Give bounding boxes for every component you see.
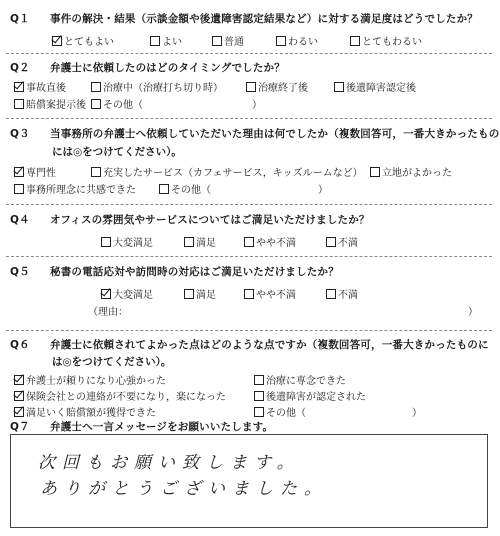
q3-title-line2: には◎をつけてください）。	[52, 146, 182, 158]
checkbox-checked-icon[interactable]	[14, 82, 24, 92]
checkbox-checked-icon[interactable]	[14, 391, 24, 401]
section-divider	[6, 204, 492, 205]
q7-text: 弁護士へ一言メッセージをお願いいたします。	[50, 421, 274, 433]
checkbox-icon[interactable]	[254, 375, 264, 385]
option-label: やや不満	[256, 290, 296, 301]
checkbox-icon[interactable]	[276, 36, 286, 46]
q2-option-5[interactable]	[14, 96, 86, 111]
q4-option-4[interactable]	[326, 234, 358, 249]
checkbox-icon[interactable]	[326, 237, 336, 247]
checkbox-icon[interactable]	[91, 99, 101, 109]
q6-option-5[interactable]	[14, 404, 156, 419]
q3-option-4[interactable]	[14, 181, 136, 196]
q4-option-3[interactable]	[244, 234, 296, 249]
option-label: 満足	[196, 238, 216, 249]
option-label: 治療に専念できた	[266, 376, 346, 387]
q1-option-4[interactable]	[276, 33, 318, 48]
q6-option-3[interactable]	[14, 388, 226, 403]
option-label: 事故直後	[26, 83, 66, 94]
q6-title	[10, 337, 489, 352]
checkbox-icon[interactable]	[254, 391, 264, 401]
q5-option-1[interactable]	[101, 286, 153, 301]
option-label: 後遺障害認定後	[346, 83, 416, 94]
q5-option-4[interactable]	[326, 286, 358, 301]
section-divider	[6, 53, 492, 54]
checkbox-checked-icon[interactable]	[14, 167, 24, 177]
option-label: 保険会社との連絡が不要になり，楽になった	[26, 392, 226, 403]
q2-other-close	[252, 96, 262, 111]
option-label: 弁護士が頼りになり心強かった	[26, 376, 166, 387]
q5-text: 秘書の電話応対や訪問時の対応はご満足いただけましたか？	[50, 266, 339, 278]
q2-option-2[interactable]	[91, 79, 223, 94]
option-label: 賠償案提示後	[26, 100, 86, 111]
checkbox-icon[interactable]	[101, 237, 111, 247]
checkbox-icon[interactable]	[244, 289, 254, 299]
checkbox-checked-icon[interactable]	[101, 289, 111, 299]
q2-option-3[interactable]	[246, 79, 308, 94]
option-label: その他（	[103, 100, 143, 111]
option-label: 不満	[338, 290, 358, 301]
option-label: その他（	[266, 408, 306, 419]
checkbox-icon[interactable]	[246, 82, 256, 92]
checkbox-icon[interactable]	[150, 36, 160, 46]
q3-option-5[interactable]	[159, 181, 211, 196]
option-label: とてもよい	[64, 37, 114, 48]
paren-close: ）	[318, 185, 328, 196]
q1-option-1[interactable]	[52, 33, 114, 48]
checkbox-icon[interactable]	[14, 184, 24, 194]
q5-reason-close	[468, 303, 478, 318]
option-label: 治療終了後	[258, 83, 308, 94]
q1-option-5[interactable]	[350, 33, 422, 48]
q6-number: Q６	[10, 339, 30, 351]
handwritten-message-line2: ありがとうございました。	[40, 479, 328, 499]
checkbox-icon[interactable]	[91, 167, 101, 177]
checkbox-icon[interactable]	[350, 36, 360, 46]
q6-option-6[interactable]	[254, 404, 306, 419]
checkbox-icon[interactable]	[91, 82, 101, 92]
q7-title	[10, 419, 273, 434]
reason-label-text: （理由：	[88, 307, 128, 318]
q3-option-3[interactable]	[370, 164, 452, 179]
checkbox-icon[interactable]	[212, 36, 222, 46]
paren-close: ）	[412, 408, 422, 419]
checkbox-icon[interactable]	[334, 82, 344, 92]
section-divider	[6, 118, 492, 119]
option-label: 立地がよかった	[382, 168, 452, 179]
option-label: 満足	[196, 290, 216, 301]
paren-close: ）	[252, 100, 262, 111]
handwritten-message-line1: 次回もお願い致します。	[38, 453, 301, 473]
option-label: 大変満足	[113, 290, 153, 301]
section-divider	[6, 330, 492, 331]
q7-number: Q７	[10, 421, 30, 433]
q6-title-line2: は◎をつけてください）。	[52, 356, 172, 368]
q6-other-close	[412, 404, 422, 419]
q4-text: オフィスの雰囲気やサービスについてはご満足いただけましたか？	[50, 214, 370, 226]
q2-option-6[interactable]	[91, 96, 143, 111]
option-label: やや不満	[256, 238, 296, 249]
option-label: 後遺障害が認定された	[266, 392, 366, 403]
q6-option-1[interactable]	[14, 372, 166, 387]
q6-option-4[interactable]	[254, 388, 366, 403]
paren-close: ）	[468, 307, 478, 318]
q2-option-4[interactable]	[334, 79, 416, 94]
checkbox-icon[interactable]	[184, 289, 194, 299]
q5-option-3[interactable]	[244, 286, 296, 301]
q5-option-2[interactable]	[184, 286, 216, 301]
option-label: 専門性	[26, 168, 56, 179]
q3-option-1[interactable]	[14, 164, 56, 179]
q2-option-1[interactable]	[14, 79, 66, 94]
q1-option-2[interactable]	[150, 33, 182, 48]
checkbox-icon[interactable]	[159, 184, 169, 194]
checkbox-checked-icon[interactable]	[14, 407, 24, 417]
option-label: 治療中（治療打ち切り時）	[103, 83, 223, 94]
q5-reason-label	[88, 303, 128, 318]
q3-number: Q３	[10, 128, 30, 140]
q3-title	[10, 126, 499, 141]
checkbox-icon[interactable]	[254, 407, 264, 417]
q2-number: Q２	[10, 62, 30, 74]
q3-text: 当事務所の弁護士へ依頼していただいた理由は何でしたか（複数回答可，一番大きかったもの	[50, 128, 500, 140]
q1-title	[10, 11, 478, 26]
checkbox-checked-icon[interactable]	[14, 375, 24, 385]
option-label: よい	[162, 37, 182, 48]
option-label: その他（	[171, 185, 211, 196]
q5-number: Q５	[10, 266, 30, 278]
option-label: 満足いく賠償額が獲得できた	[26, 408, 156, 419]
checkbox-icon[interactable]	[244, 237, 254, 247]
option-label: 普通	[224, 37, 244, 48]
checkbox-icon[interactable]	[326, 289, 336, 299]
checkbox-icon[interactable]	[370, 167, 380, 177]
q6-option-2[interactable]	[254, 372, 346, 387]
option-label: とてもわるい	[362, 37, 422, 48]
option-label: 大変満足	[113, 238, 153, 249]
q4-option-2[interactable]	[184, 234, 216, 249]
checkbox-icon[interactable]	[184, 237, 194, 247]
q4-option-1[interactable]	[101, 234, 153, 249]
section-divider	[6, 256, 492, 257]
q2-text: 弁護士に依頼したのはどのタイミングでしたか？	[50, 62, 285, 74]
q1-option-3[interactable]	[212, 33, 244, 48]
option-label: 不満	[338, 238, 358, 249]
q3-option-2[interactable]	[91, 164, 363, 179]
q2-title	[10, 60, 285, 75]
q4-number: Q４	[10, 214, 30, 226]
q1-number: Q１	[10, 13, 30, 25]
checkbox-icon[interactable]	[14, 99, 24, 109]
q6-text: 弁護士に依頼されてよかった点はどのような点ですか（複数回答可，一番大きかったものに	[50, 339, 489, 351]
q3-other-close	[318, 181, 328, 196]
checkbox-checked-icon[interactable]	[52, 36, 62, 46]
option-label: わるい	[288, 37, 318, 48]
q4-title	[10, 212, 370, 227]
option-label: 事務所理念に共感できた	[26, 185, 136, 196]
q1-text: 事件の解決・結果（示談金額や後遺障害認定結果など）に対する満足度はどうでしたか？	[50, 13, 478, 25]
option-label: 充実したサービス（カフェサービス，キッズルームなど）	[103, 168, 363, 179]
q5-title	[10, 264, 339, 279]
